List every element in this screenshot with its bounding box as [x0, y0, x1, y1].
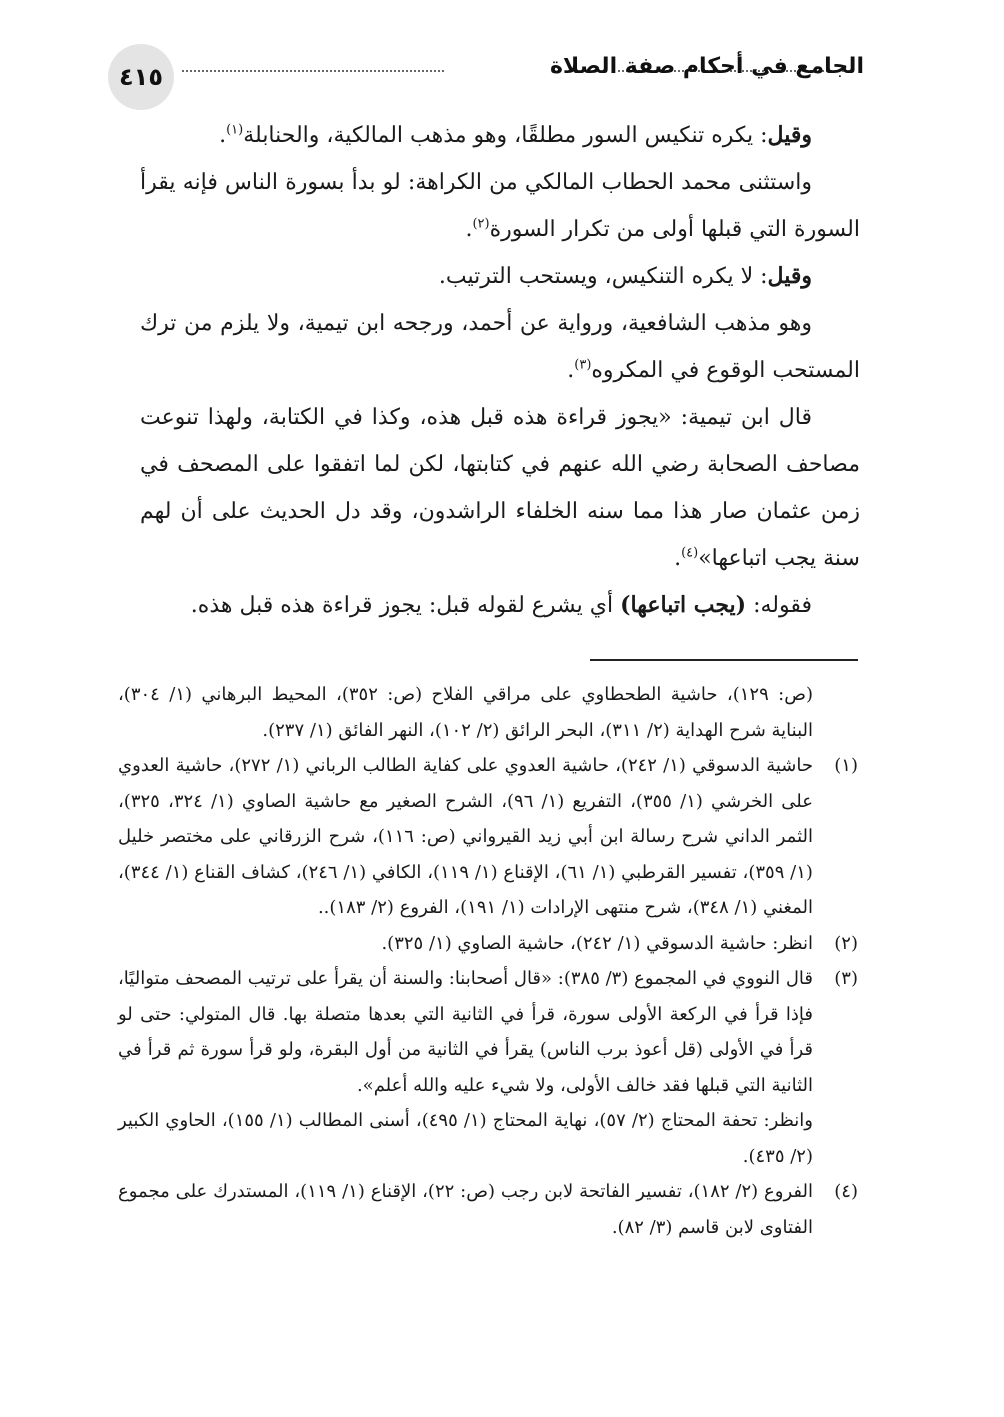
- paragraph-text: وهو مذهب الشافعية، ورواية عن أحمد، ورجحه ابن تيمية، ولا يلزم من ترك المستحب الوقوع في المكروه: [140, 311, 860, 383]
- keyword-qila: وقيل: [767, 122, 812, 148]
- main-text: [140, 112, 860, 629]
- keyword-qila: وقيل: [767, 263, 812, 289]
- footnote-number: (٣): [834, 968, 858, 989]
- footnote-number: (٤): [834, 1181, 858, 1202]
- footnote-2: [118, 926, 858, 962]
- paragraph-text: قال ابن تيمية: «يجوز قراءة هذه قبل هذه، وكذا في الكتابة، ولهذا تنوعت مصاحف الصحابة رضي الله عنهم في كتابتها، لكن لما اتفقوا على المصحف في زمن عثمان صار هذا مما سنه الخلفاء الراشدون، وقد دل الحديث على أن لهم سنة يجب اتباعها»: [140, 405, 860, 571]
- footnote-text: وانظر: تحفة المحتاج (٢/ ٥٧)، نهاية المحتاج (١/ ٤٩٥)، أسنى المطالب (١/ ١٥٥)، الحاوي الكبير (٢/ ٤٣٥).: [118, 1110, 813, 1167]
- paragraph-3: [140, 253, 860, 300]
- footnote-4: [118, 1174, 858, 1245]
- quoted-term: (يجب اتباعها): [620, 592, 747, 618]
- footnote-ref: (٣): [574, 357, 592, 373]
- header-dotted-leader-left: [182, 70, 444, 72]
- footnote-ref: (٤): [681, 545, 699, 561]
- footnote-text: حاشية الدسوقي (١/ ٢٤٢)، حاشية العدوي على كفاية الطالب الرباني (١/ ٢٧٢)، حاشية العدوي على الخرشي (١/ ٣٥٥)، التفريع (١/ ٩٦)، الشرح الصغير مع حاشية الصاوي (١/ ٣٢٤، ٣٢٥)، الثمر الداني شرح رسالة ابن أبي زيد القيرواني (ص: ١١٦)، شرح الزرقاني على مختصر خليل (١/ ٣٥٩)، تفسير القرطبي (١/ ٦١)، الإقناع (١/ ١١٩)، الكافي (١/ ٢٤٦)، كشاف القناع (١/ ٣٤٤)، المغني (١/ ٣٤٨)، شرح منتهى الإرادات (١/ ١٩١)، الفروع (٢/ ١٨٣)..: [118, 755, 813, 918]
- footnote-text: قال النووي في المجموع (٣/ ٣٨٥): «قال أصحابنا: والسنة أن يقرأ على ترتيب المصحف متواليًا، فإذا قرأ في الركعة الأولى سورة، قرأ في الثانية التي بعدها متصلة بها. قال المتولي: حتى لو قرأ في الأولى (قل أعوذ برب الناس) يقرأ في الثانية من أول البقرة، ولو قرأ سورة ثم قرأ في الثانية التي قبلها فقد خالف الأولى، ولا شيء عليه والله أعلم».: [118, 968, 813, 1096]
- footnote-text: انظر: حاشية الدسوقي (١/ ٢٤٢)، حاشية الصاوي (١/ ٣٢٥).: [381, 932, 813, 954]
- footnote-text: الفروع (٢/ ١٨٢)، تفسير الفاتحة لابن رجب (ص: ٢٢)، الإقناع (١/ ١١٩)، المستدرك على مجموع الفتاوى لابن قاسم (٣/ ٨٢).: [118, 1181, 814, 1238]
- paragraph-1: وقيل: يكره تنكيس السور مطلقًا، وهو مذهب المالكية، والحنابلة$^{(١)}$.: [219, 122, 812, 148]
- footnotes: [118, 677, 858, 1245]
- page-header: [108, 40, 864, 112]
- footnote-ref: (١): [226, 122, 244, 138]
- page-number: ٤١٥: [108, 44, 174, 110]
- footnote-ref: (٢): [472, 216, 490, 232]
- footnote-number: (٢): [834, 932, 858, 954]
- paragraph-4: وهو مذهب الشافعية، ورواية عن أحمد، ورجحه ابن تيمية، ولا يلزم من ترك المستحب الوقوع في المكروه$^{(٣)}$.: [140, 311, 860, 383]
- paragraph-5: قال ابن تيمية: «يجوز قراءة هذه قبل هذه، وكذا في الكتابة، ولهذا تنوعت مصاحف الصحابة رضي الله عنهم في كتابتها، لكن لما اتفقوا على المصحف في زمن عثمان صار هذا مما سنه الخلفاء الراشدون، وقد دل الحديث على أن لهم سنة يجب اتباعها»$^{(٤)}$.: [140, 405, 860, 571]
- footnote-separator: [590, 659, 858, 661]
- paragraph-text: واستثنى محمد الحطاب المالكي من الكراهة: لو بدأ بسورة الناس فإنه يقرأ السورة التي قبلها أولى من تكرار السورة: [140, 170, 860, 242]
- paragraph-text: : لا يكره التنكيس، ويستحب الترتيب.: [438, 264, 768, 289]
- footnote-1: [118, 748, 858, 926]
- paragraph-2: واستثنى محمد الحطاب المالكي من الكراهة: لو بدأ بسورة الناس فإنه يقرأ السورة التي قبلها أولى من تكرار السورة$^{(٢)}$.: [140, 170, 860, 242]
- paragraph-6: فقوله: (يجب اتباعها) أي يشرع لقوله قبل: يجوز قراءة هذه قبل هذه.: [190, 592, 812, 618]
- running-title: الجامع في أحكام صفة الصلاة: [549, 54, 864, 79]
- footnote-continuation: (ص: ١٢٩)، حاشية الطحطاوي على مراقي الفلاح (ص: ٣٥٢)، المحيط البرهاني (١/ ٣٠٤)، البناية شرح الهداية (٢/ ٣١١)، البحر الرائق (٢/ ١٠٢)، النهر الفائق (١/ ٢٣٧).: [118, 684, 813, 741]
- footnote-3: [118, 961, 858, 1174]
- paragraph-text: : يكره تنكيس السور مطلقًا، وهو مذهب المالكية، والحنابلة: [243, 123, 768, 148]
- footnote-number: (١): [834, 755, 858, 776]
